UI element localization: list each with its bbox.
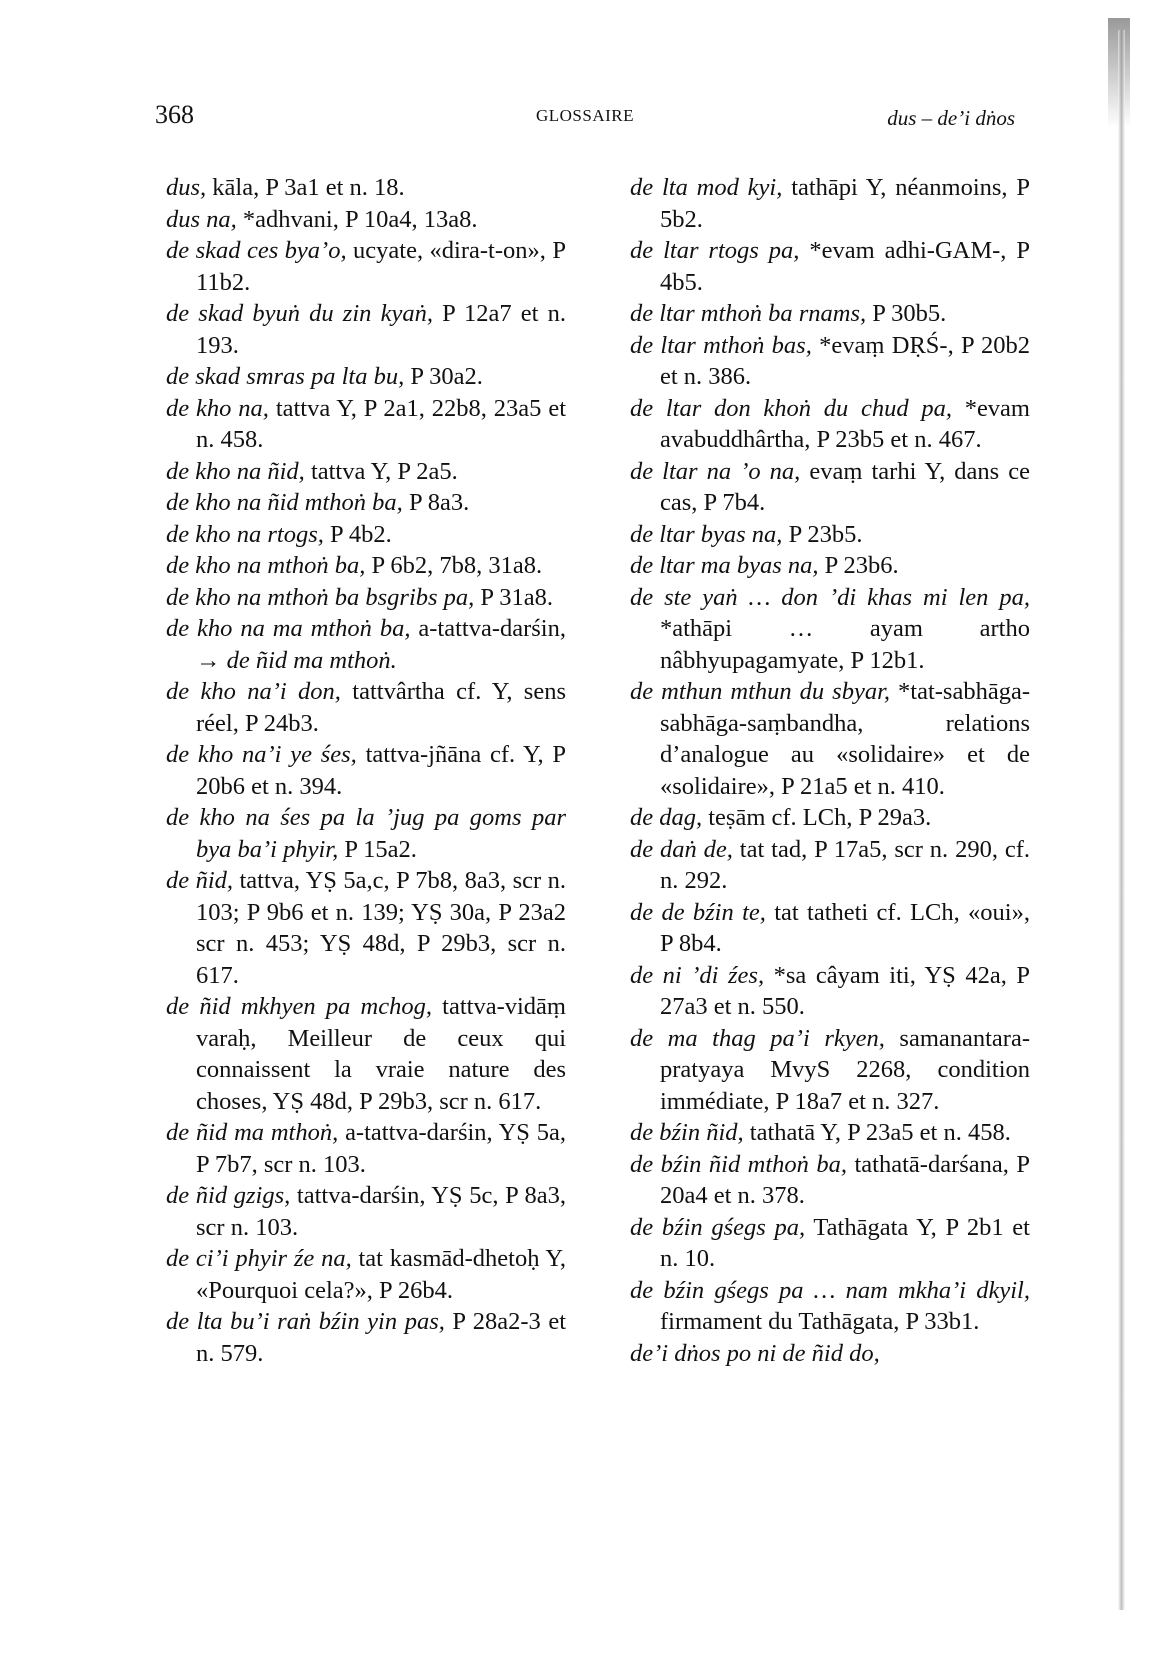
glossary-entry bbox=[630, 582, 1030, 677]
glossary-term: dus na, bbox=[166, 205, 237, 233]
glossary-entry bbox=[630, 456, 1030, 519]
glossary-term: de skad ces bya’o, bbox=[166, 237, 347, 264]
glossary-entry bbox=[630, 1117, 1030, 1149]
glossary-definition: *evaṃ DṚŚ-, P 20b2 et n. 386. bbox=[660, 331, 1031, 390]
glossary-term: de ltar rtogs pa, bbox=[630, 237, 800, 264]
glossary-definition: tathatā Y, P 23a5 et n. 458. bbox=[743, 1119, 1011, 1146]
glossary-definition: *evam avabuddhârtha, P 23b5 et n. 467. bbox=[660, 394, 1030, 453]
glossary-term: de kho na śes pa la ’jug pa goms par bya ba’i phyir, bbox=[166, 804, 566, 863]
glossary-entry bbox=[630, 1023, 1030, 1118]
glossary-definition: P 15a2. bbox=[338, 835, 417, 863]
glossary-definition: firmament du Tathāgata, P 33b1. bbox=[660, 1308, 980, 1335]
glossary-term: de lta bu’i raṅ bźin yin pas, bbox=[166, 1308, 445, 1335]
glossary-definition: P 4b2. bbox=[323, 520, 392, 548]
glossary-cross-reference: de ñid ma mthoṅ. bbox=[226, 646, 397, 674]
glossary-definition: *adhvani, P 10a4, 13a8. bbox=[236, 205, 478, 233]
glossary-term: de kho na’i ye śes, bbox=[166, 741, 357, 768]
glossary-definition: *athāpi … ayam artho nâbhyupagamyate, P 12b1. bbox=[660, 615, 1030, 674]
glossary-term: de skad byuṅ du zin kyaṅ, bbox=[166, 300, 433, 327]
glossary-entry bbox=[166, 519, 566, 551]
glossary-entry bbox=[630, 1212, 1030, 1275]
glossary-definition: tathāpi Y, néanmoins, P 5b2. bbox=[660, 174, 1030, 233]
glossary-entry bbox=[166, 739, 566, 802]
glossary-entry bbox=[166, 676, 566, 739]
glossary-entry bbox=[630, 1149, 1030, 1212]
glossary-term: de ma thag pa’i rkyen, bbox=[630, 1024, 885, 1052]
glossary-entry bbox=[630, 519, 1030, 551]
glossary-term: de ñid ma mthoṅ, bbox=[166, 1119, 339, 1146]
glossary-definition: tattva, YṢ 5a,c, P 7b8, 8a3, scr n. 103; P 9b6 et n. 139; YṢ 30a, P 23a2 scr n. 453; YṢ 48d, P 29b3, scr n. 617. bbox=[196, 867, 566, 989]
glossary-entry bbox=[630, 550, 1030, 582]
glossary-term: de ltar mthoṅ ba rnams, bbox=[630, 300, 867, 327]
glossary-term: de bźin ñid mthoṅ ba, bbox=[630, 1150, 848, 1178]
glossary-definition: tattva-jñāna cf. Y, P 20b6 et n. 394. bbox=[196, 741, 567, 800]
glossary-term: de ltar byas na, bbox=[630, 520, 783, 548]
glossary-entry bbox=[630, 235, 1030, 298]
glossary-entry bbox=[630, 802, 1030, 834]
glossary-entry bbox=[166, 1306, 566, 1369]
glossary-definition: teṣām cf. LCh, P 29a3. bbox=[702, 804, 932, 831]
glossary-entry bbox=[166, 613, 566, 676]
glossary-term: de daṅ de, bbox=[630, 835, 733, 863]
glossary-term: de kho na mthoṅ ba, bbox=[166, 552, 366, 579]
glossary-term: de ltar na ’o na, bbox=[630, 457, 801, 485]
glossary-definition: tattva Y, P 2a5. bbox=[304, 457, 458, 485]
glossary-term: de ci’i phyir źe na, bbox=[166, 1245, 352, 1272]
left-column bbox=[166, 172, 566, 1369]
glossary-entry bbox=[630, 676, 1030, 802]
glossary-definition: evaṃ tarhi Y, dans ce cas, P 7b4. bbox=[660, 457, 1030, 516]
glossary-definition: tattva Y, P 2a1, 22b8, 23a5 et n. 458. bbox=[196, 394, 566, 453]
glossary-entry bbox=[166, 172, 566, 204]
glossary-term: de kho na ñid mthoṅ ba, bbox=[166, 489, 403, 516]
glossary-term: de kho na ma mthoṅ ba, bbox=[166, 615, 411, 642]
glossary-term: de bźin gśegs pa, bbox=[630, 1213, 806, 1241]
glossary-entry bbox=[630, 330, 1030, 393]
glossary-entry bbox=[166, 235, 566, 298]
glossary-term: de ltar don khoṅ du chud pa, bbox=[630, 394, 952, 422]
glossary-term: de ñid gzigs, bbox=[166, 1182, 291, 1209]
glossary-term: de kho na’i don, bbox=[166, 678, 341, 705]
glossary-definition: tathatā-darśana, P 20a4 et n. 378. bbox=[660, 1150, 1030, 1209]
glossary-entry bbox=[166, 991, 566, 1117]
glossary-entry bbox=[166, 1180, 566, 1243]
glossary-entry bbox=[630, 393, 1030, 456]
glossary-term: de ñid, bbox=[166, 867, 234, 894]
glossary-definition: tat tad, P 17a5, scr n. 290, cf. n. 292. bbox=[660, 835, 1030, 894]
glossary-definition: a-tattva-darśin, YṢ 5a, P 7b7, scr n. 103. bbox=[196, 1119, 566, 1178]
glossary-entry bbox=[166, 361, 566, 393]
glossary-definition: P 28a2-3 et n. 579. bbox=[196, 1308, 567, 1367]
glossary-entry bbox=[630, 172, 1030, 235]
glossary-definition: samanantara-pratyaya MvyS 2268, condition immédiate, P 18a7 et n. 327. bbox=[660, 1024, 1031, 1115]
glossary-term: de kho na rtogs, bbox=[166, 520, 324, 548]
glossary-entry bbox=[630, 834, 1030, 897]
glossary-entry bbox=[630, 298, 1030, 330]
glossary-term: de ltar ma byas na, bbox=[630, 552, 819, 579]
glossary-definition: *evam adhi-GAM-, P 4b5. bbox=[660, 237, 1030, 296]
glossary-entry bbox=[166, 1243, 566, 1306]
glossary-definition: P 23b5. bbox=[782, 520, 863, 548]
glossary-definition: ucyate, «dira-t-on», P 11b2. bbox=[196, 237, 566, 296]
glossary-entry bbox=[166, 393, 566, 456]
running-title: GLOSSAIRE bbox=[535, 106, 634, 125]
glossary-entry bbox=[166, 1117, 566, 1180]
glossary-term: de’i dṅos po ni de ñid do, bbox=[630, 1339, 880, 1367]
glossary-term: de ste yaṅ … don ’di khas mi len pa, bbox=[630, 583, 1030, 611]
glossary-term: de ni ’di źes, bbox=[630, 961, 765, 989]
glossary-term: de mthun mthun du sbyar, bbox=[630, 678, 891, 705]
glossary-definition: kāla, P 3a1 et n. 18. bbox=[206, 174, 405, 201]
glossary-definition: P 6b2, 7b8, 31a8. bbox=[365, 552, 543, 579]
glossary-definition: tattvârtha cf. Y, sens réel, P 24b3. bbox=[196, 678, 566, 737]
glossary-term: de kho na mthoṅ ba bsgribs pa, bbox=[166, 583, 475, 611]
glossary-entry bbox=[166, 487, 566, 519]
glossary-definition: tat kasmād-dhetoḥ Y, «Pourquoi cela?», P 26b4. bbox=[196, 1245, 566, 1304]
glossary-term: de de bźin te, bbox=[630, 898, 766, 926]
glossary-term: de skad smras pa lta bu, bbox=[166, 363, 405, 390]
glossary-definition: Tathāgata Y, P 2b1 et n. 10. bbox=[660, 1213, 1030, 1272]
glossary-definition: P 23b6. bbox=[818, 552, 899, 579]
glossary-definition: P 31a8. bbox=[474, 583, 554, 611]
glossary-term: de lta mod kyi, bbox=[630, 174, 783, 201]
glossary-term: de bźin ñid, bbox=[630, 1119, 744, 1146]
glossary-definition: *sa câyam iti, YṢ 42a, P 27a3 et n. 550. bbox=[660, 961, 1031, 1020]
glossary-term: de dag, bbox=[630, 804, 703, 831]
glossary-definition: P 30b5. bbox=[866, 300, 947, 327]
glossary-entry bbox=[630, 1338, 1030, 1370]
page-header bbox=[155, 100, 1015, 140]
glossary-definition: a-tattva-darśin, → bbox=[196, 615, 566, 674]
glossary-definition: tat tatheti cf. LCh, «oui», P 8b4. bbox=[660, 898, 1030, 957]
glossary-entry bbox=[166, 550, 566, 582]
right-column bbox=[630, 172, 1030, 1369]
glossary-term: de ñid mkhyen pa mchog, bbox=[166, 993, 432, 1020]
glossary-entry bbox=[630, 897, 1030, 960]
glossary-entry bbox=[630, 1275, 1030, 1338]
glossary-definition: P 30a2. bbox=[404, 363, 483, 390]
glossary-entry bbox=[166, 802, 566, 865]
glossary-entry bbox=[166, 298, 566, 361]
glossary-definition: P 12a7 et n. 193. bbox=[196, 300, 567, 359]
glossary-term: de bźin gśegs pa … nam mkha’i dkyil, bbox=[630, 1276, 1030, 1304]
glossary-term: de kho na, bbox=[166, 394, 269, 422]
glossary-definition: tattva-darśin, YṢ 5c, P 8a3, scr n. 103. bbox=[196, 1182, 566, 1241]
scan-edge-line bbox=[1118, 30, 1125, 1610]
glossary-definition: P 8a3. bbox=[402, 489, 470, 516]
glossary-entry bbox=[166, 865, 566, 991]
glossary-term: de ltar mthoṅ bas, bbox=[630, 331, 812, 359]
glossary-term: dus, bbox=[166, 174, 207, 201]
glossary-entry bbox=[166, 456, 566, 488]
glossary-entry bbox=[166, 582, 566, 614]
glossary-definition: *tat-sabhāga-sabhāga-saṃbandha, relations d’analogue au «solidaire» et de «solidaire», P 21a5 et n. 410. bbox=[660, 678, 1030, 800]
section-range: dus – de’i dṅos bbox=[887, 106, 1015, 130]
page-number: 368 bbox=[155, 100, 194, 129]
glossary-term: de kho na ñid, bbox=[166, 457, 305, 485]
glossary-entry bbox=[630, 960, 1030, 1023]
glossary-definition: tattva-vidāṃ varaḥ, Meilleur de ceux qui connaissent la vraie nature des choses, YṢ 48d, P 29b3, scr n. 617. bbox=[196, 993, 566, 1115]
glossary-entry bbox=[166, 204, 566, 236]
